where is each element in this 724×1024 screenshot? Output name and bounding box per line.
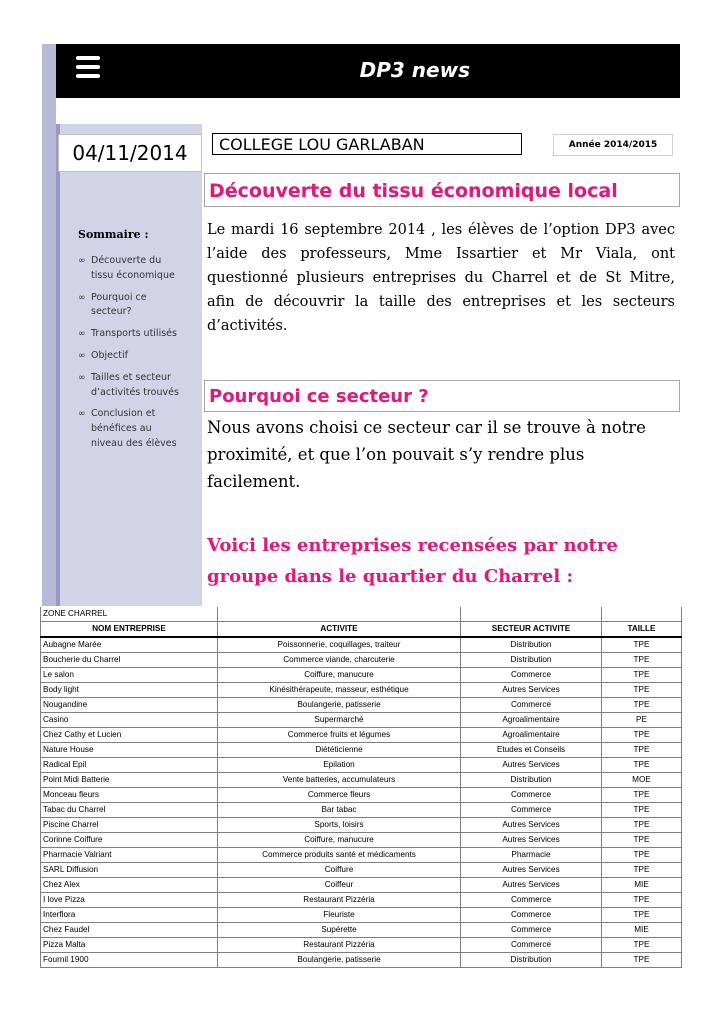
cell-taille: TPE	[602, 728, 682, 743]
issue-date: 04/11/2014	[58, 134, 202, 172]
cell-taille: TPE	[602, 893, 682, 908]
cell-secteur: Etudes et Conseils	[461, 743, 602, 758]
cell-nom: Pizza Malta	[41, 938, 218, 953]
cell-secteur: Distribution	[461, 773, 602, 788]
table-row	[41, 653, 682, 668]
cell-taille: TPE	[602, 848, 682, 863]
cell-activite: Fleuriste	[218, 908, 461, 923]
cell-secteur: Autres Services	[461, 863, 602, 878]
zone-row	[41, 607, 682, 622]
table-row	[41, 698, 682, 713]
cell-nom: Monceau fleurs	[41, 788, 218, 803]
entreprises-table-wrap	[40, 607, 681, 968]
table-row	[41, 728, 682, 743]
cell-nom: Piscine Charrel	[41, 818, 218, 833]
cell-nom: Point Midi Batterie	[41, 773, 218, 788]
infinity-bullet-icon: ∞	[78, 350, 86, 361]
cell-activite: Kinésithérapeute, masseur, esthétique	[218, 683, 461, 698]
cell-taille: MOE	[602, 773, 682, 788]
table-row	[41, 923, 682, 938]
sommaire-item[interactable]: ∞ Découverte du tissu économique	[78, 255, 175, 281]
cell-secteur: Commerce	[461, 803, 602, 818]
cell-secteur: Commerce	[461, 698, 602, 713]
cell-taille: TPE	[602, 653, 682, 668]
cell-taille: TPE	[602, 698, 682, 713]
cell-taille: PE	[602, 713, 682, 728]
cell-nom: Pharmacie Valriant	[41, 848, 218, 863]
cell-secteur: Agroalimentaire	[461, 713, 602, 728]
cell-secteur: Commerce	[461, 668, 602, 683]
cell-nom: Interflora	[41, 908, 218, 923]
cell-taille: TPE	[602, 833, 682, 848]
cell-taille: TPE	[602, 953, 682, 968]
cell-secteur: Autres Services	[461, 683, 602, 698]
cell-taille: TPE	[602, 683, 682, 698]
cell-secteur: Commerce	[461, 908, 602, 923]
table-row	[41, 743, 682, 758]
table-row	[41, 953, 682, 968]
cell-secteur: Commerce	[461, 788, 602, 803]
infinity-bullet-icon: ∞	[78, 372, 86, 383]
sommaire-item[interactable]: ∞ Transports utilisés	[78, 327, 182, 342]
newsletter-title: DP3 news	[359, 58, 470, 82]
section-title-pourquoi: Pourquoi ce secteur ?	[204, 380, 680, 412]
col-header-activite: ACTIVITE	[218, 622, 461, 638]
cell-secteur: Autres Services	[461, 758, 602, 773]
table-row	[41, 893, 682, 908]
sommaire-item[interactable]: ∞ Objectif	[78, 349, 182, 364]
cell-activite: Boulangerie, patisserie	[218, 953, 461, 968]
table-row	[41, 863, 682, 878]
cell-nom: Nougandine	[41, 698, 218, 713]
cell-activite: Coiffeur	[218, 878, 461, 893]
cell-nom: Radical Epil	[41, 758, 218, 773]
cell-nom: Nature House	[41, 743, 218, 758]
cell-activite: Epilation	[218, 758, 461, 773]
cell-taille: TPE	[602, 803, 682, 818]
cell-taille: TPE	[602, 788, 682, 803]
table-row	[41, 773, 682, 788]
cell-nom: Aubagne Marée	[41, 637, 218, 653]
cell-nom: Tabac du Charrel	[41, 803, 218, 818]
cell-activite: Coiffure, manucure	[218, 833, 461, 848]
college-name: COLLEGE LOU GARLABAN	[212, 133, 522, 155]
table-row	[41, 713, 682, 728]
table-row	[41, 848, 682, 863]
cell-taille: TPE	[602, 908, 682, 923]
cell-nom: Corinne Coiffure	[41, 833, 218, 848]
cell-activite: Poissonnerie, coquillages, traiteur	[218, 637, 461, 653]
cell-activite: Commerce fruits et légumes	[218, 728, 461, 743]
table-row	[41, 908, 682, 923]
infinity-bullet-icon: ∞	[78, 292, 86, 303]
header-bar	[56, 44, 680, 98]
cell-secteur: Commerce	[461, 938, 602, 953]
section-text-pourquoi: Nous avons choisi ce secteur car il se trouve à notre proximité, et que l’on pouvait s’y rendre plus facilement.	[207, 418, 646, 491]
cell-activite: Sports, loisirs	[218, 818, 461, 833]
cell-nom: Chez Alex	[41, 878, 218, 893]
cell-taille: MIE	[602, 878, 682, 893]
col-header-nom: NOM ENTREPRISE	[41, 622, 218, 638]
cell-secteur: Autres Services	[461, 818, 602, 833]
school-year: Année 2014/2015	[553, 134, 673, 156]
infinity-bullet-icon: ∞	[78, 256, 86, 266]
cell-secteur: Distribution	[461, 653, 602, 668]
cell-secteur: Commerce	[461, 893, 602, 908]
infinity-bullet-icon: ∞	[78, 329, 86, 340]
col-header-taille: TAILLE	[602, 622, 682, 638]
cell-secteur: Autres Services	[461, 878, 602, 893]
sommaire-title: Sommaire :	[78, 228, 149, 241]
cell-nom: I love Pizza	[41, 893, 218, 908]
cell-taille: TPE	[602, 758, 682, 773]
table-row	[41, 938, 682, 953]
cell-activite: Commerce viande, charcuterie	[218, 653, 461, 668]
cell-nom: Casino	[41, 713, 218, 728]
cell-secteur: Distribution	[461, 953, 602, 968]
table-row	[41, 683, 682, 698]
cell-activite: Supérette	[218, 923, 461, 938]
cell-activite: Diététicienne	[218, 743, 461, 758]
table-row	[41, 668, 682, 683]
cell-taille: TPE	[602, 818, 682, 833]
table-row	[41, 818, 682, 833]
cell-secteur: Autres Services	[461, 833, 602, 848]
cell-taille: TPE	[602, 863, 682, 878]
cell-taille: TPE	[602, 743, 682, 758]
section-intro-entreprises: Voici les entreprises recensées par notre groupe dans le quartier du Charrel :	[207, 535, 618, 587]
cell-nom: Fournil 1900	[41, 953, 218, 968]
section-title-decouverte: Découverte du tissu économique local	[204, 173, 680, 207]
cell-activite: Vente batteries, accumulateurs	[218, 773, 461, 788]
table-row	[41, 803, 682, 818]
cell-taille: TPE	[602, 668, 682, 683]
table-row	[41, 758, 682, 773]
cell-secteur: Agroalimentaire	[461, 728, 602, 743]
sidebar-accent-bar	[42, 44, 56, 606]
table-row	[41, 637, 682, 653]
cell-activite: Bar tabac	[218, 803, 461, 818]
cell-nom: Body light	[41, 683, 218, 698]
cell-nom: Chez Faudel	[41, 923, 218, 938]
zone-label: ZONE CHARREL	[41, 607, 218, 622]
col-header-secteur: SECTEUR ACTIVITE	[461, 622, 602, 638]
cell-activite: Commerce produits santé et médicaments	[218, 848, 461, 863]
table-row	[41, 833, 682, 848]
infinity-bullet-icon: ∞	[78, 409, 86, 420]
cell-secteur: Distribution	[461, 637, 602, 653]
table-row	[41, 878, 682, 893]
cell-secteur: Commerce	[461, 923, 602, 938]
cell-activite: Boulangerie, patisserie	[218, 698, 461, 713]
table-row	[41, 788, 682, 803]
cell-nom: Le salon	[41, 668, 218, 683]
sommaire-item[interactable]: ∞ Conclusion et bénéfices au niveau des élèves	[78, 408, 177, 449]
sommaire-item[interactable]: ∞ Tailles et secteur d’activités trouvés	[78, 371, 179, 398]
cell-activite: Restaurant Pizzéria	[218, 893, 461, 908]
sommaire-list	[78, 254, 182, 459]
cell-activite: Commerce fleurs	[218, 788, 461, 803]
cell-nom: SARL Diffusion	[41, 863, 218, 878]
table-header-row	[41, 622, 682, 638]
cell-secteur: Pharmacie	[461, 848, 602, 863]
cell-activite: Supermarché	[218, 713, 461, 728]
cell-nom: Chez Cathy et Lucien	[41, 728, 218, 743]
cell-taille: MIE	[602, 923, 682, 938]
cell-activite: Coiffure	[218, 863, 461, 878]
section-text-decouverte: Le mardi 16 septembre 2014 , les élèves de l’option DP3 avec l’aide des professeurs, Mme Issartier et Mr Viala, ont questionné plusieurs entreprises du Charrel et de St Mitre, afin de découvrir la taille des entreprises et les secteurs d’activités.	[207, 222, 675, 334]
entreprises-table	[40, 607, 682, 968]
cell-taille: TPE	[602, 637, 682, 653]
cell-taille: TPE	[602, 938, 682, 953]
hamburger-menu-icon[interactable]	[76, 56, 100, 80]
cell-nom: Boucherie du Charrel	[41, 653, 218, 668]
sommaire-item[interactable]: ∞ Pourquoi ce secteur?	[78, 291, 147, 318]
cell-activite: Restaurant Pizzéria	[218, 938, 461, 953]
cell-activite: Coiffure, manucure	[218, 668, 461, 683]
